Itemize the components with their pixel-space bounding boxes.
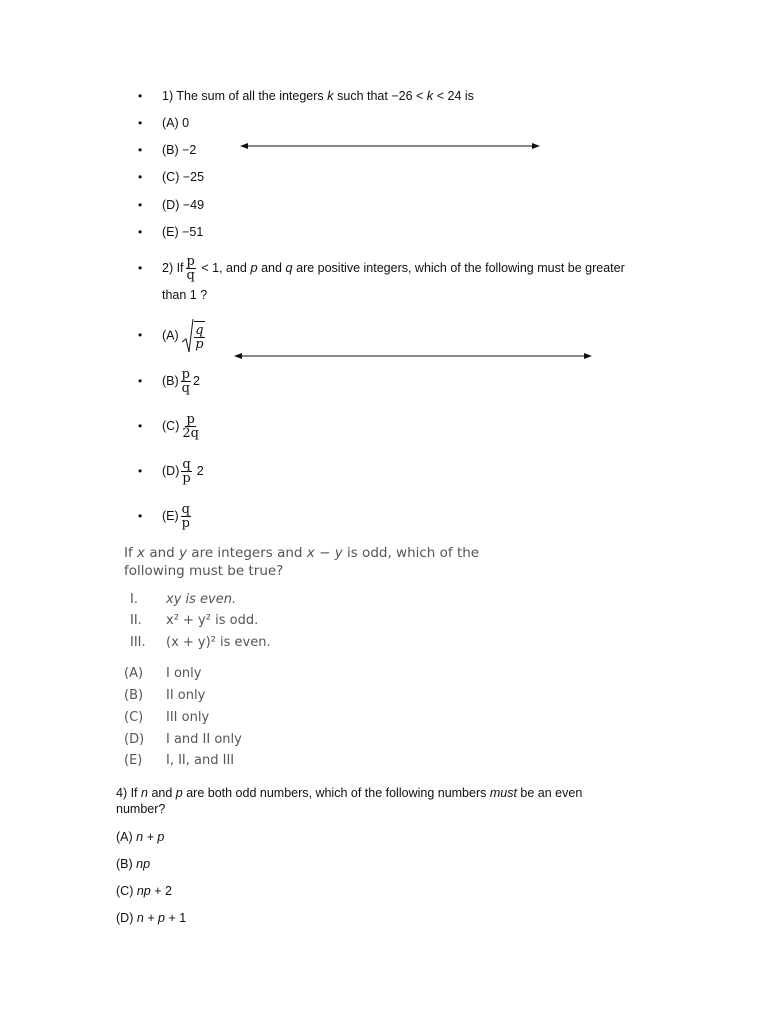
- q3-choice-c-label: (C): [124, 710, 144, 725]
- double-arrow-line-1: [238, 140, 542, 152]
- q1-choice-a: • (A) 0: [138, 116, 190, 130]
- q3-choice-d-label: (D): [124, 732, 145, 747]
- bullet: •: [138, 89, 143, 103]
- q3-choice-e-label: (E): [124, 753, 143, 768]
- q3-choice-d-text: I and II only: [166, 732, 242, 747]
- q4-stem-line1: 4) If n and p are both odd numbers, which of the following numbers must be an even: [116, 786, 583, 800]
- sqrt-radical-sign: [182, 318, 194, 354]
- q3-stem-line1: If x and y are integers and x − y is odd, which of the: [124, 545, 480, 561]
- q2-choice-b: • (B) $\frac{p}{q}$ 2: [138, 367, 200, 396]
- q2-choice-a: • (A) $\frac{q}{p}$: [138, 318, 207, 354]
- q3-choice-c-text: III only: [166, 710, 210, 725]
- q2-stem-line2: than 1 ?: [162, 288, 208, 302]
- q4-choice-a: (A) n + p: [116, 830, 165, 844]
- q1-stem: • 1) The sum of all the integers k such that −26 < k < 24 is: [138, 88, 474, 103]
- q3-choice-a-text: I only: [166, 666, 202, 681]
- q3-roman-3: III.: [130, 635, 146, 650]
- q1-choice-c: • (C) −25: [138, 170, 205, 184]
- q3-choice-b-label: (B): [124, 688, 144, 703]
- q3-statement-3: (x + y)² is even.: [166, 635, 271, 650]
- sqrt-expression: $\frac{q}{p}$: [182, 318, 206, 354]
- q3-roman-1: I.: [130, 592, 138, 607]
- q3-statement-2: x² + y² is odd.: [166, 613, 259, 628]
- q2-choice-c: • (C) $\frac{p}{2q}$: [138, 412, 199, 441]
- q3-statement-1: xy is even.: [166, 592, 237, 607]
- q2-stem: • 2) If $\frac{p}{q}$ < 1, and p and q are positive integers, which of the following must be greater: [138, 254, 625, 283]
- q4-choice-c: (C) np + 2: [116, 884, 172, 898]
- q4-choice-d: (D) n + p + 1: [116, 911, 187, 925]
- double-arrow-line-2: [232, 350, 594, 362]
- q3-choice-b-text: II only: [166, 688, 206, 703]
- scanned-question-3: [118, 540, 498, 772]
- q3-choice-a-label: (A): [124, 666, 144, 681]
- q1-choice-e: • (E) −51: [138, 225, 204, 239]
- q1-choice-d: • (D) −49: [138, 198, 205, 212]
- q2-fraction: $\frac{p}{q}$: [186, 254, 195, 283]
- q3-roman-2: II.: [130, 613, 142, 628]
- q2-choice-e: • (E) $\frac{q}{p}$: [138, 502, 190, 531]
- q1-choice-b: • (B) −2: [138, 143, 197, 157]
- q4-choice-b: (B) np: [116, 857, 151, 871]
- q2-choice-d: • (D) $\frac{q}{p}$ 2: [138, 457, 204, 486]
- q4-stem-line2: number?: [116, 802, 166, 816]
- q3-choice-e-text: I, II, and III: [166, 753, 235, 768]
- q3-stem-line2: following must be true?: [124, 563, 284, 579]
